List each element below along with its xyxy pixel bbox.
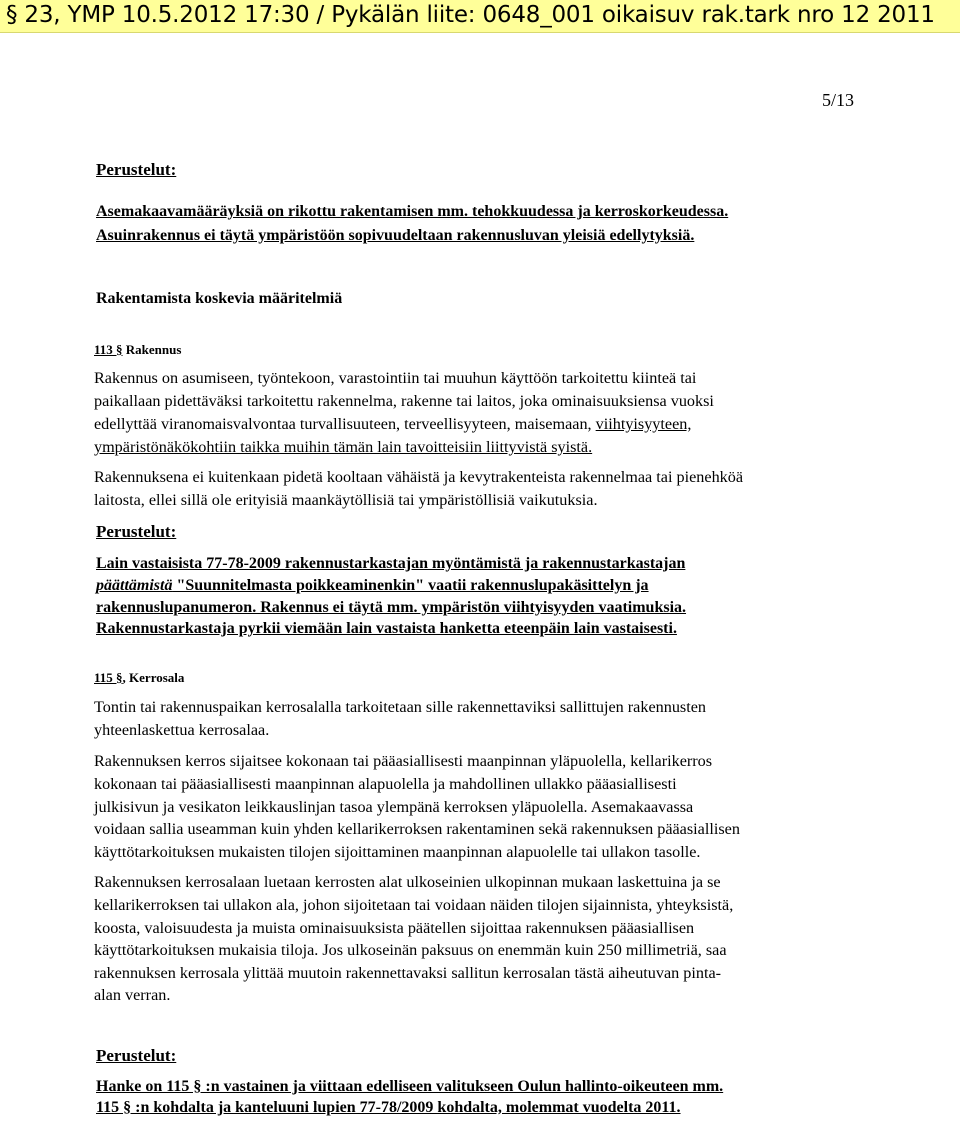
argument-line: rakennuslupanumeron. Rakennus ei täytä mm. ympäristön viihtyisyyden vaatimuksia. [96, 599, 687, 616]
section-separator: , [122, 670, 130, 685]
body-line [94, 415, 691, 434]
italic-text: päättämistä [96, 577, 173, 594]
page-number: 5/13 [821, 90, 854, 110]
body-line: Tontin tai rakennuspaikan kerrosalalla tarkoitetaan sille rakennettaviksi sallittujen rakennusten [94, 698, 706, 716]
body-line: Rakennuksen kerros sijaitsee kokonaan tai pääasiallisesti maanpinnan yläpuolella, kellarikerros [94, 752, 713, 770]
body-line: Rakennuksen kerrosalaan luetaan kerrosten alat ulkoseinien ulkopinnan mukaan laskettuina ja se [94, 873, 721, 891]
document-header-bar [0, 0, 960, 33]
body-line: koosta, valoisuudesta ja muista ominaisuuksista päätellen sijoittaa rakennuksen pääasiallisen [94, 919, 695, 937]
argument-line: Lain vastaisista 77-78-2009 rakennustarkastajan myöntämistä ja rakennustarkastajan [96, 555, 686, 572]
document-header-title: § 23, YMP 10.5.2012 17:30 / Pykälän liite: 0648_001 oikaisuv rak.tark nro 12 2011 [6, 2, 935, 28]
argument-line: Asuinrakennus ei täytä ympäristöön sopivuudeltaan rakennusluvan yleisiä edellytyksiä. [96, 227, 695, 244]
body-text: edellyttää viranomaisvalvontaa turvallisuuteen, terveellisyyteen, maisemaan, [94, 415, 596, 433]
perustelut-heading-2: Perustelut: [96, 522, 177, 541]
section-name: Kerrosala [129, 670, 185, 685]
section-number: 115 § [94, 670, 123, 685]
body-line: Rakennus on asumiseen, työntekoon, varastointiin tai muuhun käyttöön tarkoitettu kiinteä tai [94, 369, 697, 387]
argument-text: "Suunnitelmasta poikkeaminenkin" vaatii rakennuslupakäsittelyn ja [172, 577, 649, 594]
section-number: 113 § [94, 342, 123, 357]
perustelut-heading-3: Perustelut: [96, 1046, 177, 1065]
body-line: paikallaan pidettäväksi tarkoitettu rakennelma, rakenne tai laitos, joka ominaisuuksiensa vuoksi [94, 392, 714, 410]
section-name: Rakennus [125, 342, 182, 357]
body-line: Rakennuksena ei kuitenkaan pidetä kooltaan vähäistä ja kevytrakenteista rakennelmaa tai pienehköä [94, 468, 744, 486]
underlined-text: viihtyisyyteen, [595, 415, 692, 433]
argument-line: Rakennustarkastaja pyrkii viemään lain vastaista hanketta eteenpäin lain vastaisesti. [96, 620, 677, 637]
underlined-line: ympäristönäkökohtiin taikka muihin tämän lain tavoitteisiin liittyvistä syistä. [94, 438, 593, 456]
definitions-title: Rakentamista koskevia määritelmiä [96, 290, 343, 307]
body-line: voidaan sallia useamman kuin yhden kellarikerroksen rakentaminen sekä rakennuksen pääasiallisen [94, 820, 740, 838]
body-line: laitosta, ellei sillä ole erityisiä maankäytöllisiä tai ympäristöllisiä vaikutuksia. [94, 491, 598, 509]
body-line: yhteenlaskettua kerrosalaa. [94, 721, 270, 739]
body-line: kokonaan tai pääasiallisesti maanpinnan alapuolella ja mahdollinen ullakko pääasiallisesti [94, 775, 677, 793]
argument-line: 115 § :n kohdalta ja kanteluuni lupien 77-78/2009 kohdalta, molemmat vuodelta 2011. [96, 1099, 681, 1116]
body-line: julkisivun ja vesikaton leikkauslinjan tasoa ylempänä kerroksen yläpuolella. Asemakaavassa [94, 798, 694, 816]
body-line: kellarikerroksen tai ullakon ala, johon sijoitetaan tai voidaan näiden tilojen sijainnista, yhteyksistä, [94, 896, 734, 914]
body-line: käyttötarkoituksen mukaisten tilojen sijoittaminen maanpinnan alapuolelle tai ullakon tasolle. [94, 843, 701, 861]
argument-line: Asemakaavamääräyksiä on rikottu rakentamisen mm. tehokkuudessa ja kerroskorkeudessa. [96, 203, 729, 220]
argument-line: Hanke on 115 § :n vastainen ja viittaan edelliseen valitukseen Oulun hallinto-oikeuteen mm. [96, 1078, 724, 1095]
body-line: käyttötarkoituksen mukaisia tiloja. Jos ulkoseinän paksuus on enemmän kuin 250 millimetriä, saa [94, 941, 727, 959]
section-113-title [94, 342, 181, 358]
body-line: rakennuksen kerrosala ylittää muutoin rakennettavaksi sallitun kerrosalan tästä aiheutuvan pinta- [94, 964, 722, 982]
section-115-title [94, 670, 184, 686]
perustelut-heading-1: Perustelut: [96, 160, 177, 179]
body-line: alan verran. [94, 986, 171, 1004]
argument-line [96, 577, 649, 595]
